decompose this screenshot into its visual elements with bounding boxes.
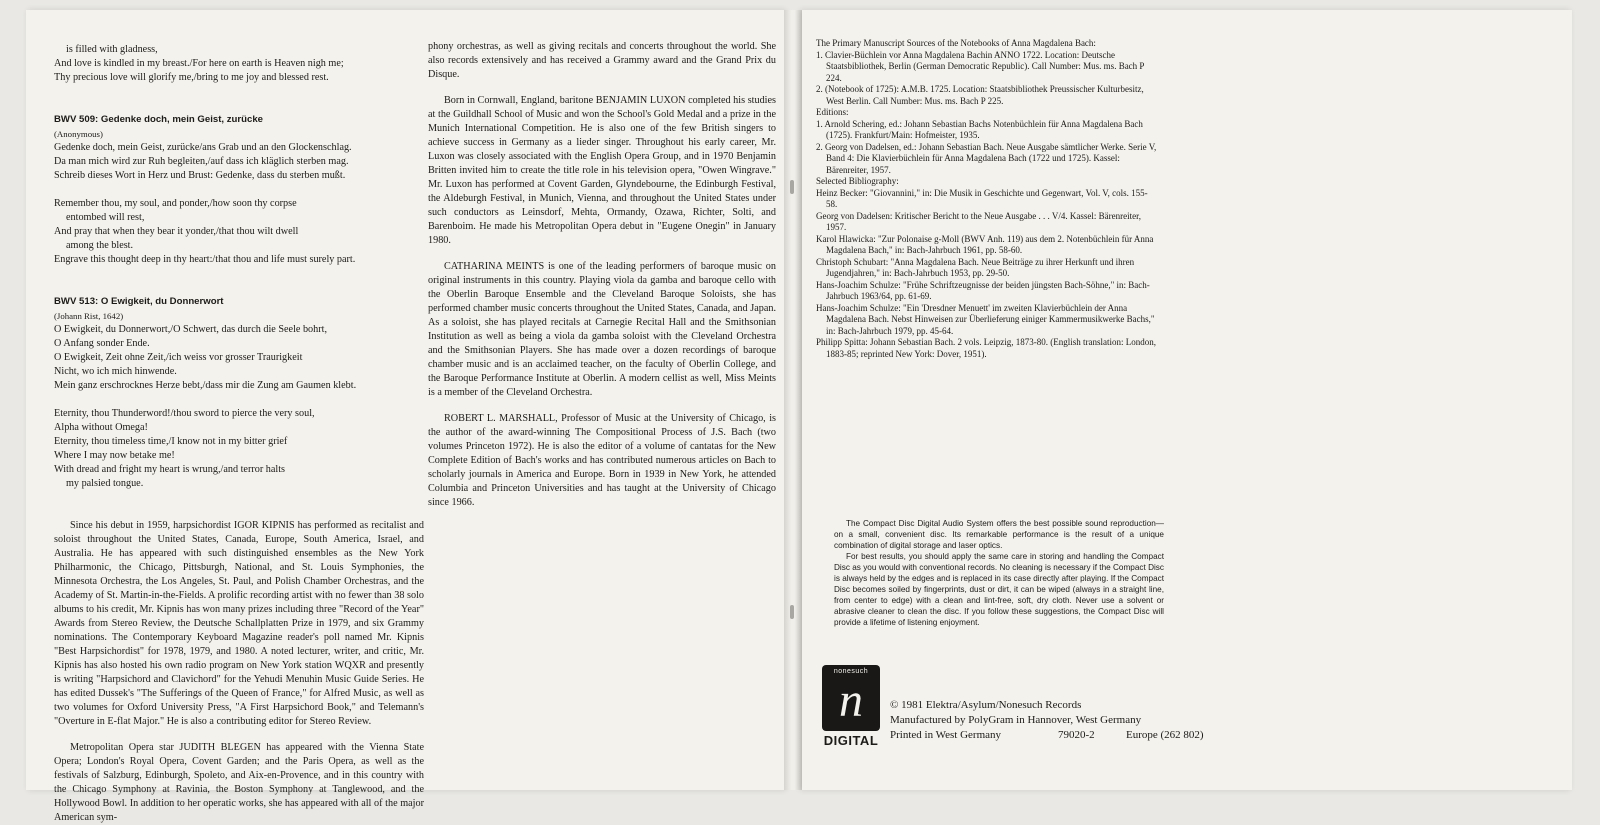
german-line: O Anfang sonder Ende. xyxy=(54,338,150,349)
left-column xyxy=(54,43,424,825)
poem-line: is filled with gladness, xyxy=(66,44,158,55)
notice-paragraph: The Compact Disc Digital Audio System offers the best possible sound reproduction—on a small, convenient disc. Its remarkable performance is the result of a unique combination of digital storage and laser optics. xyxy=(834,519,1164,550)
bio-meints: CATHARINA MEINTS is one of the leading performers of baroque music on original instruments in this country. Playing viola da gamba and baroque cello with the Oberlin Baroque Ensemble and the Cleveland Baroque Soloists, she has performed chamber music concerts throughout the United States, Canada, and Japan. As a soloist, she has played recitals at Carnegie Recital Hall and the Smithsonian Institution as well as being a viola da gamba soloist with the Cleveland Orchestra and the Smithsonian Players. She has made over a dozen recordings of baroque chamber music and is an acclaimed teacher, on the faculty of Oberlin College, and the Baroque Performance Institute at Oberlin. A modern cellist as well, Miss Meints is a member of the Cleveland Orchestra. xyxy=(428,261,776,398)
bibliography-item: Karol Hlawicka: "Zur Polonaise g-Moll (BWV Anh. 119) aus dem 2. Notenbüchlein für Anna Magdalena Bach," in: Bach-Jahrbuch 1961, pp. 58-60. xyxy=(816,233,1154,255)
staple-top xyxy=(790,180,794,194)
german-line: Nicht, wo ich mich hinwende. xyxy=(54,366,177,377)
digital-label: DIGITAL xyxy=(823,733,879,748)
bwv509-source: (Anonymous) xyxy=(54,129,103,139)
bio-blegen-continued: phony orchestras, as well as giving recitals and concerts throughout the world. She also records extensively and has received a Grammy award and the Grand Prix du Disque. xyxy=(428,41,776,80)
compact-disc-notice xyxy=(834,518,1164,628)
bio-marshall: ROBERT L. MARSHALL, Professor of Music at the University of Chicago, is the author of the award-winning The Compositional Process of J.S. Bach (two volumes Princeton 1972). He is also the editor of a volume of cantatas for the New Complete Edition of Bach's works and has contributed numerous articles on Bach to scholarly journals in America and Europe. Born in 1939 in New York, he attended Columbia and Princeton Universities and has taught at the University of Chicago since 1966. xyxy=(428,413,776,508)
bwv513-english-text xyxy=(54,407,424,491)
english-line: my palsied tongue. xyxy=(66,478,144,489)
english-line: entombed will rest, xyxy=(66,212,145,223)
bibliography-item: Philipp Spitta: Johann Sebastian Bach. 2 vols. Leipzig, 1873-80. (English translation: London, 1883-85; reprinted New York: Dover, 1951). xyxy=(816,337,1156,359)
poem-line: And love is kindled in my breast./For here on earth is Heaven nigh me; xyxy=(54,58,344,69)
bwv513-german-text xyxy=(54,323,424,393)
bwv509-german-text xyxy=(54,141,424,183)
poem-line: Thy precious love will glorify me,/bring to me joy and blessed rest. xyxy=(54,72,329,83)
staple-bottom xyxy=(790,605,794,619)
bwv513-title: BWV 513: O Ewigkeit, du Donnerwort xyxy=(54,296,224,307)
bwv509-title: BWV 509: Gedenke doch, mein Geist, zurücke xyxy=(54,114,263,125)
bibliography-list xyxy=(816,188,1158,361)
sources-list xyxy=(816,50,1158,108)
bio-kipnis: Since his debut in 1959, harpsichordist IGOR KIPNIS has performed as recitalist and soloist throughout the United States, Canada, Europe, South America, Israel, and Australia. He has appeared with such distinguished ensembles as the New York Philharmonic, the Chicago, Pittsburgh, National, and St. Louis Symphonies, the Minnesota Orchestra, the Los Angeles, St. Paul, and Polish Chamber Orchestras, and the Academy of St. Martin-in-the-Fields. A prolific recording artist with no fewer than 38 solo albums to his credit, Mr. Kipnis has won many prizes including three "Record of the Year" Awards from Stereo Review, the Deutsche Schallplatten Prize in 1979, and six Grammy nominations. The Contemporary Keyboard Magazine reader's poll named Mr. Kipnis "Best Harpsichordist" for 1978, 1979, and 1980. A noted lecturer, writer, and critic, Mr. Kipnis has also hosted his own radio program on New York station WQXR and presently is writing "Harpsichord and Clavichord" for the Yehudi Menuhin Music Guide Series. He has edited Dussek's "The Sufferings of the Queen of France," for Alfred Music, as well as two volumes for Oxford University Press, "A First Harpsichord Book," and Telemann's "Overture in E-flat Major." He is also a contributing editor for Stereo Review. xyxy=(54,520,424,727)
poem-ending xyxy=(54,43,424,85)
printed-line xyxy=(890,728,1250,743)
english-line: With dread and fright my heart is wrung,/and terror halts xyxy=(54,464,286,475)
sources-heading: The Primary Manuscript Sources of the Notebooks of Anna Magdalena Bach: xyxy=(816,38,1096,48)
german-line: O Ewigkeit, Zeit ohne Zeit,/ich weiss vor grosser Traurigkeit xyxy=(54,352,303,363)
bibliography-item: Christoph Schubart: "Anna Magdalena Bach. Neue Beiträge zu ihrer Herkunft und ihren Jugendjahren," in: Bach-Jahrbuch 1953, pp. 29-50. xyxy=(816,256,1135,278)
copyright-block xyxy=(890,698,1250,743)
bio-blegen: Metropolitan Opera star JUDITH BLEGEN has appeared with the Vienna State Opera; London's Royal Opera, Covent Garden; and the Paris Opera, as well as the festivals of Salzburg, Edinburgh, Spoleto, and Aix-en-Provence, and in this country with the Chicago Symphony at Ravinia, the Boston Symphony at Tanglewood, and the Hollywood Bowl. In addition to her operatic works, she has appeared with all of the major American sym- xyxy=(54,742,424,823)
logo-wordmark: nonesuch xyxy=(833,668,869,675)
right-page xyxy=(802,10,1572,790)
german-line: Gedenke doch, mein Geist, zurücke/ans Grab und an den Glockenschlag. xyxy=(54,142,352,153)
printed-in: Printed in West Germany xyxy=(890,729,1002,741)
english-line: Eternity, thou Thunderword!/thou sword to pierce the very soul, xyxy=(54,408,315,419)
english-line: Alpha without Omega! xyxy=(54,422,148,433)
logo-glyph: n xyxy=(839,674,863,727)
english-line: Where I may now betake me! xyxy=(54,450,175,461)
europe-number: Europe (262 802) xyxy=(1126,729,1204,741)
edition-item: 2. Georg von Dadelsen, ed.: Johann Sebastian Bach. Neue Ausgabe sämtlicher Werke. Serie V, Band 4: Die Klavierbüchlein für Anna Magdalena Bach (1722 und 1725). Kassel: Bärenreiter, 1957. xyxy=(816,141,1157,175)
bibliography-item: Heinz Becker: "Giovannini," in: Die Musik in Geschichte und Gegenwart, Vol. V, cols. 155-58. xyxy=(816,187,1148,209)
editions-heading: Editions: xyxy=(816,107,849,117)
bibliography-item: Hans-Joachim Schulze: "Frühe Schriftzeugnisse der beiden jüngsten Bach-Söhne," in: Bach-Jahrbuch 1963/64, pp. 61-69. xyxy=(816,279,1150,301)
german-line: Schreib dieses Wort in Herz und Brust: Gedenke, dass du sterben mußt. xyxy=(54,170,346,181)
biographies-left xyxy=(54,519,424,825)
german-line: Mein ganz erschrocknes Herze bebt,/dass mir die Zung am Gaumen klebt. xyxy=(54,380,357,391)
middle-column xyxy=(428,40,776,510)
source-item: 2. (Notebook of 1725): A.M.B. 1725. Location: Staatsbibliothek Preussischer Kulturbesitz, West Berlin. Call Number: Mus. ms. Bach P 225. xyxy=(816,84,1144,106)
bibliography-item: Georg von Dadelsen: Kritischer Bericht to the Neue Ausgabe . . . V/4. Kassel: Bärenreiter, 1957. xyxy=(816,210,1141,232)
english-line: And pray that when they bear it yonder,/that thou wilt dwell xyxy=(54,226,299,237)
english-line: Engrave this thought deep in thy heart:/that thou and life must surely part. xyxy=(54,254,356,265)
nonesuch-logo-box xyxy=(822,665,880,731)
nonesuch-digital-logo xyxy=(822,665,882,748)
german-line: O Ewigkeit, du Donnerwort,/O Schwert, das durch die Seele bohrt, xyxy=(54,324,328,335)
editions-list xyxy=(816,119,1158,177)
edition-item: 1. Arnold Schering, ed.: Johann Sebastian Bachs Notenbüchlein für Anna Magdalena Bach (1725). Frankfurt/Main: Hofmeister, 1935. xyxy=(816,118,1143,140)
bwv509-section xyxy=(54,113,424,267)
bibliography-heading: Selected Bibliography: xyxy=(816,176,899,186)
booklet-gutter xyxy=(784,10,802,790)
german-line: Da man mich wird zur Ruh begleiten,/auf dass ich kläglich sterben mag. xyxy=(54,156,349,167)
bibliography-item: Hans-Joachim Schulze: "Ein 'Dresdner Menuett' im zweiten Klavierbüchlein der Anna Magdalena Bach. Nebst Hinweisen zur Überlieferung einiger Kammermusikwerke Bachs," in: Bach-Jahrbuch 1979, pp. 45-64. xyxy=(816,302,1155,336)
source-item: 1. Clavier-Büchlein vor Anna Magdalena Bachin ANNO 1722. Location: Deutsche Staatsbibliothek, Berlin (German Democratic Republic). Call Number: Mus. ms. Bach P 224. xyxy=(816,49,1145,83)
catalog-number: 79020-2 xyxy=(1058,729,1095,741)
english-line: among the blest. xyxy=(66,240,134,251)
manufactured-line: Manufactured by PolyGram in Hannover, West Germany xyxy=(890,714,1142,726)
left-page xyxy=(26,10,784,823)
references-column xyxy=(816,38,1158,360)
english-line: Remember thou, my soul, and ponder,/how soon thy corpse xyxy=(54,198,297,209)
english-line: Eternity, thou timeless time,/I know not in my bitter grief xyxy=(54,436,288,447)
bwv509-english-text xyxy=(54,197,424,267)
bwv513-source: (Johann Rist, 1642) xyxy=(54,311,124,321)
copyright-line: © 1981 Elektra/Asylum/Nonesuch Records xyxy=(890,699,1082,711)
bwv513-section xyxy=(54,295,424,491)
notice-paragraph: For best results, you should apply the same care in storing and handling the Compact Disc as you would with conventional records. No cleaning is necessary if the Compact Disc is always held by the edges and is replaced in its case directly after playing. If the Compact Disc becomes soiled by fingerprints, dust or dirt, it can be wiped (always in a straight line, from center to edge) with a clean and lint-free, soft, dry cloth. Never use a solvent or abrasive cleaner to clean the disc. If you follow these suggestions, the Compact Disc will provide a lifetime of listening enjoyment. xyxy=(834,552,1164,627)
bio-luxon: Born in Cornwall, England, baritone BENJAMIN LUXON completed his studies at the Guildhall School of Music and won the School's Gold Medal and a prize in the Munich International Competition. He is also one of the few British singers to achieve success in Germany as a lieder singer. Throughout his early career, Mr. Luxon was closely associated with the English Opera Group, and in 1970 Benjamin Britten invited him to create the title role in his television opera, "Owen Wingrave." Mr. Luxon has performed at Covent Garden, Glyndebourne, the Edinburgh Festival, the Aldeburgh Festival, in Munich, Vienna, and throughout the United States under such conductors as Leinsdorf, Mehta, Ormandy, Ozawa, Richter, Solti, and Barenboim. He made his Metropolitan Opera debut in "Eugene Onegin" in January 1980. xyxy=(428,95,776,246)
